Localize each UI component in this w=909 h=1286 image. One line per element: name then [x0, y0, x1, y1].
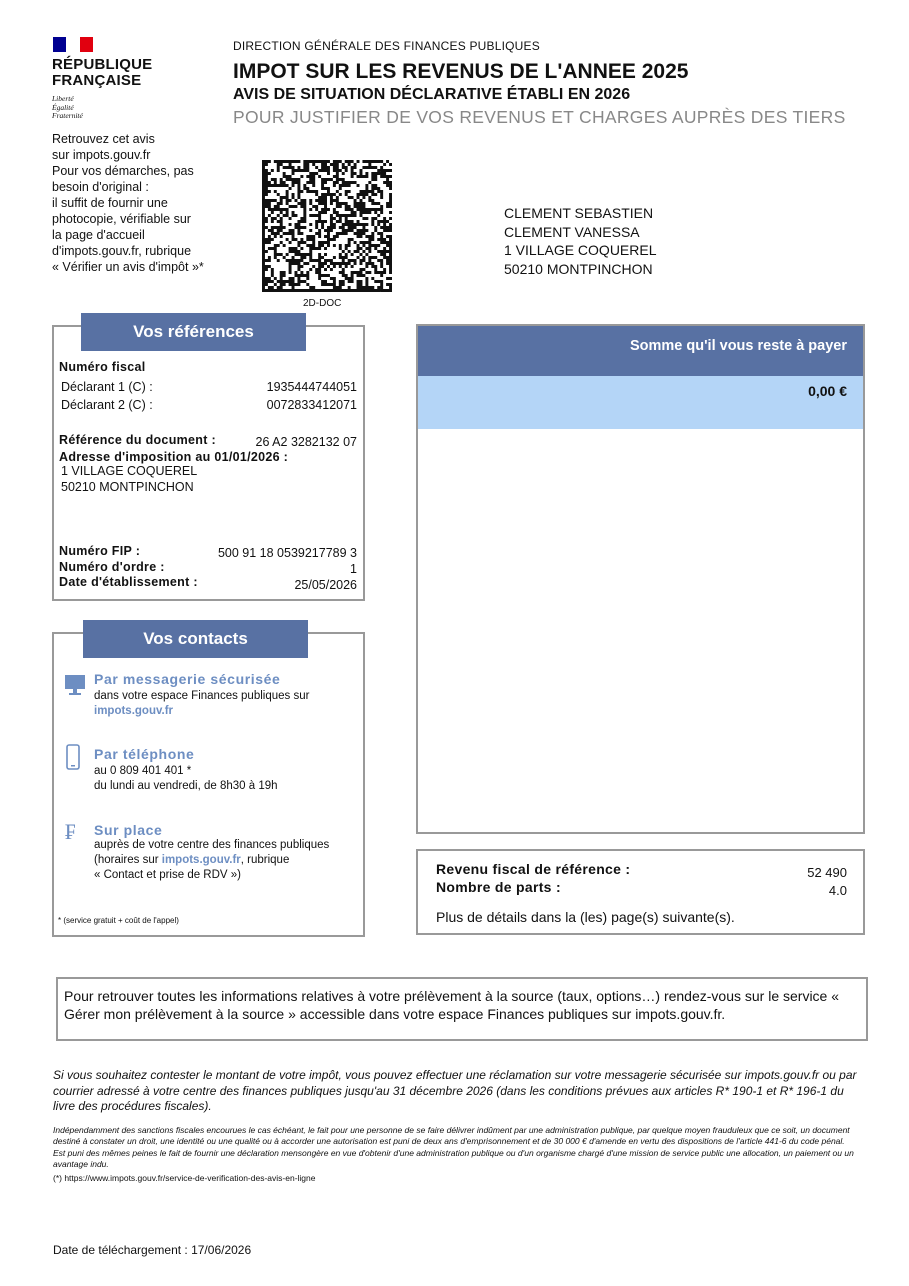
help-line: besoin d'original :: [52, 180, 149, 194]
devise-egalite: Égalité: [52, 102, 74, 112]
help-line: il suffit de fournir une: [52, 196, 168, 210]
recipient-address: [504, 204, 657, 278]
declarant1-label: Déclarant 1 (C) :: [61, 380, 153, 394]
legal-paragraph-2: Est puni des mêmes peines le fait de fournir une déclaration mensongère en vue d'obtenir d'une administration publique ou d'un organisme chargé d'une mission de service public une allocation, un paiement ou un avantage indu.: [53, 1148, 854, 1169]
document-subtitle: AVIS DE SITUATION DÉCLARATIVE ÉTABLI EN 2026: [233, 86, 631, 103]
messagerie-link[interactable]: impots.gouv.fr: [94, 705, 174, 717]
parts-value: 4.0: [828, 883, 847, 898]
ref-doc-value: 26 A2 3282132 07: [255, 435, 357, 449]
numero-fiscal-label: Numéro fiscal: [59, 360, 146, 374]
logo-line-1: RÉPUBLIQUE: [52, 56, 153, 73]
surplace-line: auprès de votre centre des finances publiques: [94, 839, 330, 851]
devise-fraternite: Fraternité: [52, 111, 83, 120]
fip-label: Numéro FIP :: [59, 544, 141, 558]
document-purpose: POUR JUSTIFIER DE VOS REVENUS ET CHARGES AUPRÈS DES TIERS: [233, 107, 846, 127]
ordre-value: 1: [350, 562, 357, 576]
declarant2-value: 0072833412071: [266, 398, 357, 412]
help-line: photocopie, vérifiable sur: [52, 212, 191, 226]
messagerie-title: Par messagerie sécurisée: [94, 671, 281, 687]
prelevement-notice: Pour retrouver toutes les informations relatives à votre prélèvement à la source (taux, options…) rendez-vous sur le service « Gérer mon prélèvement à la source » accessible dans votre espace Finances publiques sur impots.gouv.fr.: [56, 977, 868, 1041]
recipient-line: 1 VILLAGE COQUEREL: [504, 242, 657, 258]
messagerie-line: dans votre espace Finances publiques sur: [94, 690, 310, 702]
help-line: Pour vos démarches, pas: [52, 164, 194, 178]
logo-line-2: FRANÇAISE: [52, 72, 142, 89]
document-title: IMPOT SUR LES REVENUS DE L'ANNEE 2025: [233, 60, 689, 83]
2d-doc-label: 2D-DOC: [303, 298, 342, 309]
recipient-line: 50210 MONTPINCHON: [504, 260, 653, 277]
marianne-flag: [53, 37, 93, 52]
rfr-value: 52 490: [807, 865, 847, 880]
help-line: Retrouvez cet avis: [52, 132, 155, 146]
recipient-line: CLEMENT SEBASTIEN: [504, 205, 654, 221]
payment-amount: 0,00 €: [418, 376, 863, 429]
telephone-hours: du lundi au vendredi, de 8h30 à 19h: [94, 780, 278, 792]
declarant2-label: Déclarant 2 (C) :: [61, 398, 153, 412]
2d-doc-code: [262, 160, 392, 292]
devise-liberte: Liberté: [52, 94, 74, 103]
references-box: [52, 322, 365, 601]
surplace-title: Sur place: [94, 822, 163, 838]
adresse-line-2: 50210 MONTPINCHON: [61, 480, 194, 494]
phone-icon: [66, 744, 80, 770]
direction-name: DIRECTION GÉNÉRALE DES FINANCES PUBLIQUES: [233, 39, 540, 53]
verification-url: (*) https://www.impots.gouv.fr/service-de-verification-des-avis-en-ligne: [53, 1173, 316, 1183]
telephone-number: au 0 809 401 401 *: [94, 765, 192, 777]
adresse-label: Adresse d'imposition au 01/01/2026 :: [59, 450, 289, 464]
surplace-link[interactable]: impots.gouv.fr: [161, 854, 241, 866]
rfr-label: Revenu fiscal de référence :: [436, 861, 631, 877]
computer-icon: [64, 674, 86, 696]
surplace-hours-suffix: , rubrique: [240, 854, 290, 866]
download-date: Date de téléchargement : 17/06/2026: [53, 1243, 252, 1257]
building-icon: ₣: [65, 820, 76, 845]
adresse-line-1: 1 VILLAGE COQUEREL: [61, 464, 198, 478]
date-value: 25/05/2026: [294, 578, 357, 592]
legal-notice: [53, 1125, 868, 1184]
surplace-hours: [94, 853, 289, 868]
help-line: sur impots.gouv.fr: [52, 148, 151, 162]
contest-notice: Si vous souhaitez contester le montant de votre impôt, vous pouvez effectuer une réclamation sur votre messagerie sécurisée sur impots.gouv.fr ou par courrier adressé à votre centre des finances publiques jusqu'au 31 décembre 2026 (dans les conditions prévues aux articles R* 190-1 et R* 196-1 du livre des procédures fiscales).: [53, 1068, 857, 1113]
telephone-title: Par téléphone: [94, 746, 195, 762]
declarant1-value: 1935444744051: [266, 380, 357, 394]
ref-doc-label: Référence du document :: [59, 433, 216, 447]
payment-header: Somme qu'il vous reste à payer: [418, 326, 863, 376]
revenu-box: [416, 849, 865, 935]
help-line: la page d'accueil: [52, 228, 145, 242]
ordre-label: Numéro d'ordre :: [59, 560, 165, 574]
help-line: « Vérifier un avis d'impôt »*: [52, 260, 204, 274]
fip-value: 500 91 18 0539217789 3: [217, 546, 357, 560]
contacts-box: [52, 629, 365, 937]
help-line: d'impots.gouv.fr, rubrique: [52, 244, 192, 258]
parts-label: Nombre de parts :: [436, 879, 561, 895]
legal-paragraph-1: Indépendamment des sanctions fiscales encourues le cas échéant, le fait pour une personne de se faire délivrer indûment par une administration publique, par quelque moyen frauduleux que ce soit, un document destiné à constater un droit, une identité ou une qualité ou à accorder une autorisation est puni de deux ans d'emprisonnement et de 30 000 € d'amende en vertu des dispositions de l'article 441-6 du code pénal.: [53, 1125, 850, 1146]
devise: [52, 95, 83, 121]
verification-help: [52, 131, 232, 275]
details-note: Plus de détails dans la (les) page(s) suivante(s).: [436, 909, 735, 925]
references-tab: Vos références: [81, 313, 306, 351]
recipient-line: CLEMENT VANESSA: [504, 223, 640, 240]
payment-box: [416, 324, 865, 834]
contacts-footnote: * (service gratuit + coût de l'appel): [58, 916, 179, 925]
surplace-hours-prefix: (horaires sur: [94, 854, 162, 866]
republique-francaise-logo: [52, 57, 152, 89]
date-label: Date d'établissement :: [59, 575, 198, 589]
contacts-tab: Vos contacts: [83, 620, 308, 658]
surplace-rubrique: « Contact et prise de RDV »): [94, 869, 242, 881]
